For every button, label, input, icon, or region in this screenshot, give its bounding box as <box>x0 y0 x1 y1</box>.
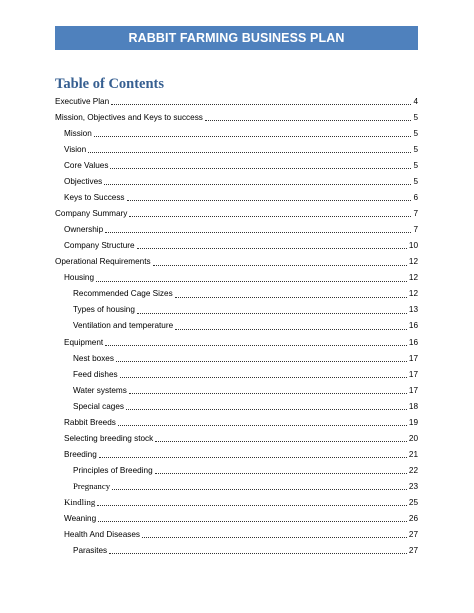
toc-entry-label: Operational Requirements <box>55 257 151 267</box>
toc-entry-page-number: 17 <box>408 385 418 395</box>
dot-leader <box>129 216 411 217</box>
toc-entry-page-number: 12 <box>408 289 418 299</box>
toc-entry[interactable] <box>55 445 418 459</box>
toc-entry-label: Vision <box>64 144 87 154</box>
dot-leader <box>97 505 407 506</box>
dot-leader <box>142 537 407 538</box>
dot-leader <box>118 425 407 426</box>
toc-entry-label: Recommended Cage Sizes <box>73 289 173 299</box>
toc-entry-page-number: 5 <box>413 128 418 138</box>
dot-leader <box>94 136 412 137</box>
dot-leader <box>99 457 407 458</box>
dot-leader <box>153 265 407 266</box>
dot-leader <box>126 409 407 410</box>
toc-entry-label: Nest boxes <box>73 353 114 363</box>
toc-entry-page-number: 17 <box>408 353 418 363</box>
dot-leader <box>155 441 407 442</box>
toc-entry-page-number: 4 <box>413 96 418 106</box>
toc-entry-label: Parasites <box>73 546 108 556</box>
toc-entry-page-number: 16 <box>408 337 418 347</box>
toc-entry-label: Objectives <box>64 177 103 187</box>
toc-entry-label: Rabbit Breeds <box>64 417 116 427</box>
toc-entry-label: Water systems <box>73 385 127 395</box>
toc-entry-page-number: 18 <box>408 401 418 411</box>
toc-entry-page-number: 5 <box>413 112 418 122</box>
toc-entry[interactable] <box>55 301 418 315</box>
toc-entry-page-number: 22 <box>408 465 418 475</box>
toc-entry-page-number: 17 <box>408 369 418 379</box>
toc-entry-label: Company Structure <box>64 241 135 251</box>
toc-entry-label: Selecting breeding stock <box>64 433 154 443</box>
toc-entry[interactable] <box>55 253 418 267</box>
toc-entry-page-number: 27 <box>408 546 418 556</box>
dot-leader <box>127 200 412 201</box>
dot-leader <box>205 120 412 121</box>
dot-leader <box>111 104 411 105</box>
toc-entry-label: Ventilation and temperature <box>73 321 174 331</box>
toc-entry[interactable] <box>55 493 418 507</box>
toc-entry-page-number: 12 <box>408 273 418 283</box>
toc-entry[interactable] <box>55 124 418 138</box>
toc-entry[interactable] <box>55 317 418 331</box>
document-title: RABBIT FARMING BUSINESS PLAN <box>128 31 345 45</box>
toc-entry-label: Ownership <box>64 225 104 235</box>
dot-leader <box>137 313 407 314</box>
toc-entry-page-number: 12 <box>408 257 418 267</box>
toc-entry[interactable] <box>55 172 418 186</box>
toc-entry[interactable] <box>55 349 418 363</box>
toc-entry-label: Breeding <box>64 449 97 459</box>
dot-leader <box>110 168 411 169</box>
toc-entry-label: Company Summary <box>55 209 128 219</box>
toc-entry[interactable] <box>55 92 418 106</box>
toc-entry[interactable] <box>55 204 418 218</box>
dot-leader <box>120 377 407 378</box>
toc-entry-label: Housing <box>64 273 95 283</box>
toc-entry-page-number: 27 <box>408 530 418 540</box>
toc-entry[interactable] <box>55 413 418 427</box>
toc-entry[interactable] <box>55 477 418 491</box>
toc-entry-page-number: 21 <box>408 449 418 459</box>
toc-entry-label: Special cages <box>73 401 124 411</box>
toc-entry-label: Mission <box>64 128 92 138</box>
toc-entry-page-number: 19 <box>408 417 418 427</box>
toc-entry-label: Keys to Success <box>64 193 125 203</box>
toc-entry[interactable] <box>55 429 418 443</box>
toc-entry-page-number: 6 <box>413 193 418 203</box>
dot-leader <box>155 473 407 474</box>
toc-entry-page-number: 16 <box>408 321 418 331</box>
toc-entry[interactable] <box>55 397 418 411</box>
toc-entry[interactable] <box>55 269 418 283</box>
document-title-banner <box>55 26 418 50</box>
dot-leader <box>98 521 407 522</box>
toc-entry-label: Equipment <box>64 337 104 347</box>
toc-entry[interactable] <box>55 188 418 202</box>
dot-leader <box>105 345 407 346</box>
dot-leader <box>116 361 407 362</box>
toc-entry[interactable] <box>55 461 418 475</box>
toc-entry-page-number: 5 <box>413 177 418 187</box>
toc-entry-page-number: 25 <box>408 498 418 508</box>
toc-entry-label: Kindling <box>64 497 96 508</box>
toc-entry-label: Health And Diseases <box>64 530 141 540</box>
toc-entry-page-number: 7 <box>413 225 418 235</box>
toc-entry[interactable] <box>55 525 418 539</box>
toc-entry-label: Types of housing <box>73 305 135 315</box>
toc-entry-page-number: 13 <box>408 305 418 315</box>
toc-entry[interactable] <box>55 220 418 234</box>
toc-entry-label: Core Values <box>64 160 109 170</box>
toc-entry[interactable] <box>55 156 418 170</box>
dot-leader <box>129 393 407 394</box>
toc-entry-label: Weaning <box>64 514 97 524</box>
toc-entry-label: Mission, Objectives and Keys to success <box>55 112 203 122</box>
toc-entry-page-number: 10 <box>408 241 418 251</box>
toc-entry-label: Executive Plan <box>55 96 110 106</box>
dot-leader <box>137 248 407 249</box>
toc-entry[interactable] <box>55 236 418 250</box>
dot-leader <box>109 553 407 554</box>
dot-leader <box>104 184 411 185</box>
toc-entry-page-number: 23 <box>408 481 418 491</box>
toc-heading: Table of Contents <box>55 76 165 92</box>
toc-entry[interactable] <box>55 285 418 299</box>
toc-entry-page-number: 26 <box>408 514 418 524</box>
toc-entry-label: Pregnancy <box>73 481 111 492</box>
toc-entry[interactable] <box>55 381 418 395</box>
dot-leader <box>96 281 407 282</box>
toc-entry-page-number: 7 <box>413 209 418 219</box>
dot-leader <box>105 232 411 233</box>
toc-entry[interactable] <box>55 333 418 347</box>
toc-entry-page-number: 5 <box>413 160 418 170</box>
toc-entry-label: Feed dishes <box>73 369 118 379</box>
dot-leader <box>88 152 411 153</box>
toc-entry-label: Principles of Breeding <box>73 465 153 475</box>
dot-leader <box>175 329 407 330</box>
toc-entry[interactable] <box>55 140 418 154</box>
dot-leader <box>112 489 407 490</box>
toc-entry[interactable] <box>55 365 418 379</box>
toc-entry[interactable] <box>55 541 418 555</box>
toc-entry[interactable] <box>55 108 418 122</box>
toc-entry-page-number: 20 <box>408 433 418 443</box>
dot-leader <box>175 297 407 298</box>
toc-entry-page-number: 5 <box>413 144 418 154</box>
toc-entry[interactable] <box>55 509 418 523</box>
